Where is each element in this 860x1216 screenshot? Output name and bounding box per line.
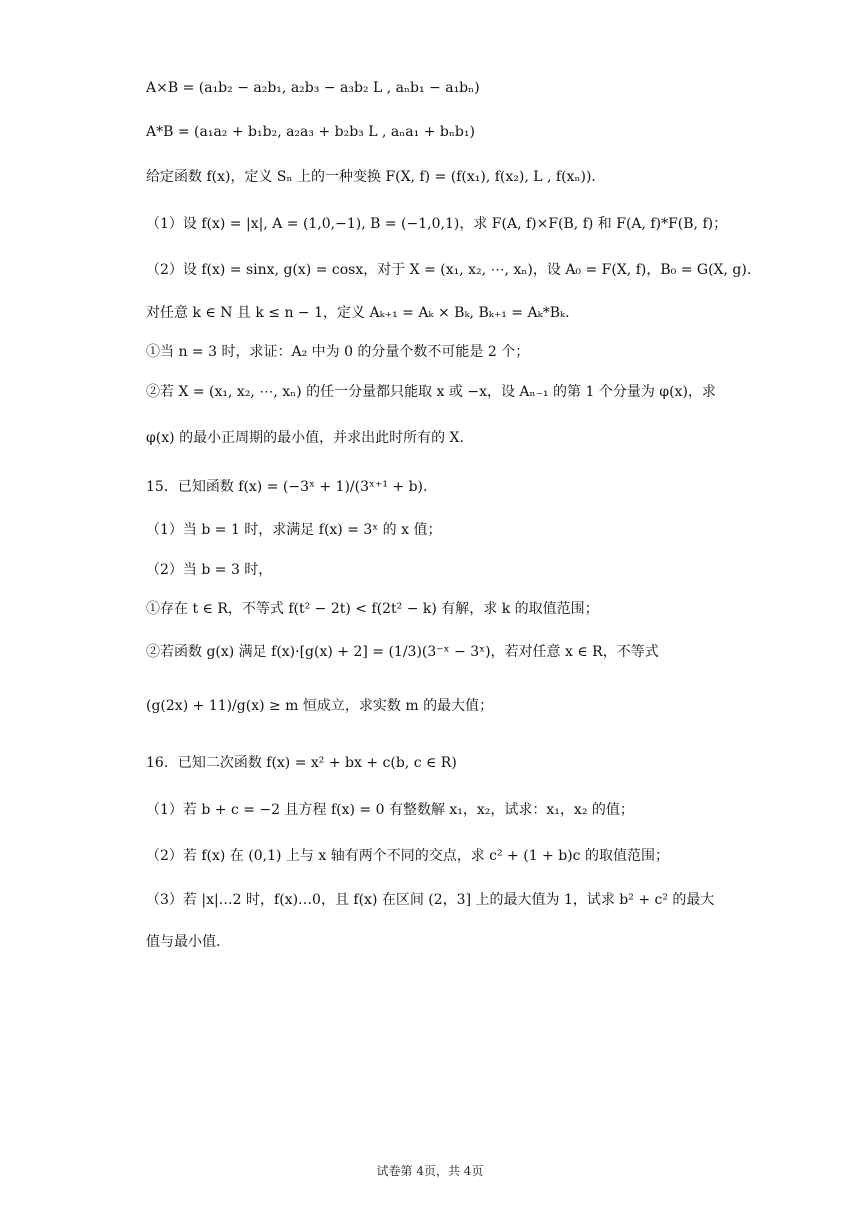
question-16-title: 16．已知二次函数 f(x) = x² + bx + c(b, c ∈ R) (146, 755, 457, 771)
text-line: (g(2x) + 11)/g(x) ≥ m 恒成立，求实数 m 的最大值； (146, 698, 494, 714)
text-line: φ(x) 的最小正周期的最小值，并求出此时所有的 X. (146, 430, 464, 446)
text-line: ②若函数 g(x) 满足 f(x)·[g(x) + 2] = (1/3)(3⁻ˣ − 3ˣ)，若对任意 x ∈ R，不等式 (146, 644, 659, 660)
text-line: ①当 n = 3 时，求证：A₂ 中为 0 的分量个数不可能是 2 个； (146, 344, 530, 360)
text-line: A×B = (a₁b₂ − a₂b₁, a₂b₃ − a₃b₂ L , aₙb₁ − a₁bₙ) (146, 80, 480, 96)
text-line: 值与最小值. (146, 934, 221, 950)
text-line: 对任意 k ∈ N 且 k ≤ n − 1，定义 Aₖ₊₁ = Aₖ × Bₖ, Bₖ₊₁ = Aₖ*Bₖ. (146, 305, 570, 321)
text-line: （2）若 f(x) 在 (0,1) 上与 x 轴有两个不同的交点，求 c² + (1 + b)c 的取值范围； (146, 848, 669, 864)
text-line: （1）若 b + c = −2 且方程 f(x) = 0 有整数解 x₁，x₂，试求：x₁，x₂ 的值； (146, 802, 634, 818)
text-line: （1）当 b = 1 时，求满足 f(x) = 3ˣ 的 x 值； (146, 522, 442, 538)
text-line: 给定函数 f(x)，定义 Sₙ 上的一种变换 F(X, f) = (f(x₁), f(x₂), L , f(xₙ)). (146, 169, 596, 185)
text-line: A*B = (a₁a₂ + b₁b₂, a₂a₃ + b₂b₃ L , aₙa₁ + bₙb₁) (146, 124, 475, 140)
text-line: （2）当 b = 3 时， (146, 562, 273, 578)
question-15-title: 15．已知函数 f(x) = (−3ˣ + 1)/(3ˣ⁺¹ + b). (146, 479, 428, 495)
text-line: （3）若 |x|…2 时，f(x)…0，且 f(x) 在区间 (2，3] 上的最大值为 1，试求 b² + c² 的最大 (146, 892, 715, 908)
text-line: ①存在 t ∈ R，不等式 f(t² − 2t) < f(2t² − k) 有解，求 k 的取值范围； (146, 601, 599, 617)
text-line: （2）设 f(x) = sinx, g(x) = cosx，对于 X = (x₁, x₂, ⋯, xₙ)，设 A₀ = F(X, f)，B₀ = G(X, g). (146, 262, 752, 278)
text-line: ②若 X = (x₁, x₂, ⋯, xₙ) 的任一分量都只能取 x 或 −x，设 Aₙ₋₁ 的第 1 个分量为 φ(x)，求 (146, 384, 716, 400)
page-footer: 试卷第 4页，共 4页 (376, 1164, 484, 1178)
text-line: （1）设 f(x) = |x|, A = (1,0,−1), B = (−1,0,1)，求 F(A, f)×F(B, f) 和 F(A, f)*F(B, f)； (146, 216, 728, 232)
